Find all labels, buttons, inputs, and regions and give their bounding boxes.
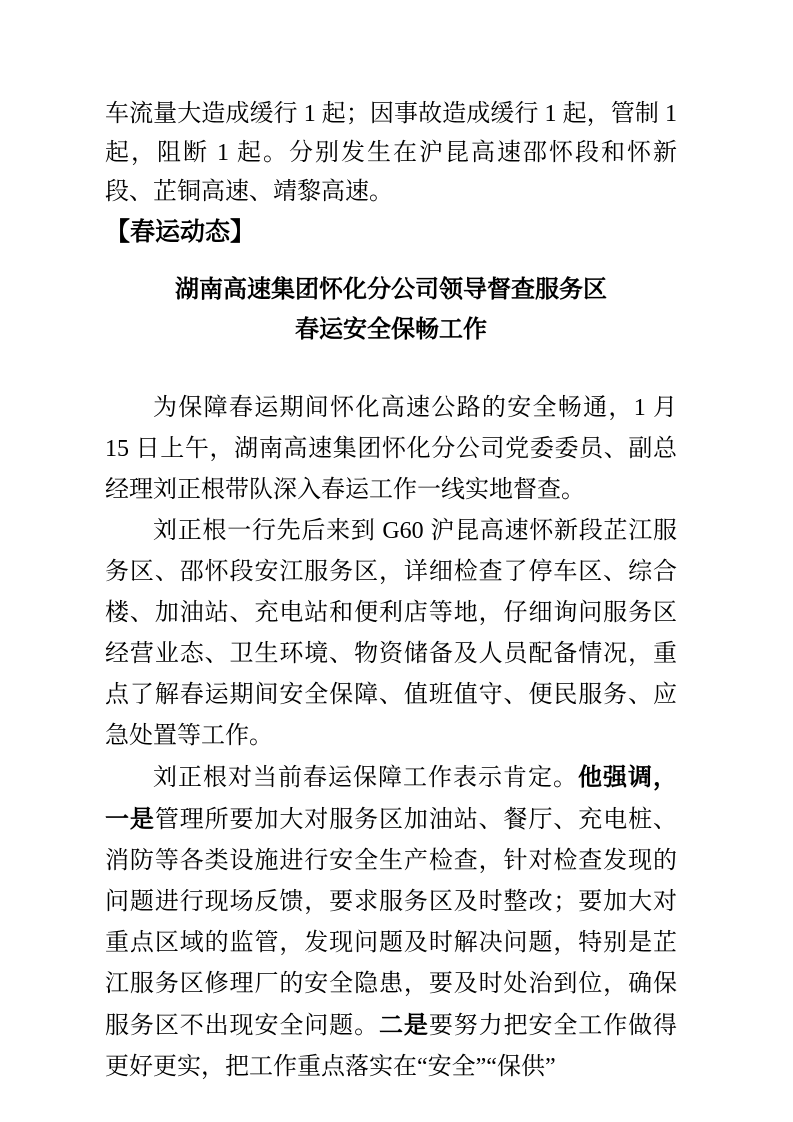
article-title: [105, 270, 677, 350]
paragraph3-bold-emphasis-1: 他强调，一是: [105, 764, 677, 833]
body-paragraph-1: 为保障春运期间怀化高速公路的安全畅通，1 月 15 日上午，湖南高速集团怀化分公司党委委员、副总经理刘正根带队深入春运工作一线实地督查。: [105, 395, 677, 503]
body-paragraph-3: [105, 757, 677, 1088]
article-title-line1: 湖南高速集团怀化分公司领导督查服务区: [175, 276, 607, 303]
paragraph3-bold-emphasis-2: 二是: [379, 1012, 429, 1039]
article-title-line2: 春运安全保畅工作: [295, 316, 487, 343]
paragraph3-segment-3: 管理所要加大对服务区加油站、餐厅、充电桩、消防等各类设施进行安全生产检查，针对检查发现的问题进行现场反馈，要求服务区及时整改；要加大对重点区域的监管，发现问题及时解决问题，特别是芷江服务区修理厂的安全隐患，要及时处治到位，确保服务区不出现安全问题。: [105, 807, 678, 1039]
continuation-paragraph: 车流量大造成缓行 1 起；因事故造成缓行 1 起，管制 1 起，阻断 1 起。分别发生在沪昆高速邵怀段和怀新段、芷铜高速、靖黎高速。: [105, 101, 677, 205]
body-paragraph-2: 刘正根一行先后来到 G60 沪昆高速怀新段芷江服务区、邵怀段安江服务区，详细检查了停车区、综合楼、加油站、充电站和便利店等地，仔细询问服务区经营业态、卫生环境、物资储备及人员配备情况，重点了解春运期间安全保障、值班值守、便民服务、应急处置等工作。: [105, 518, 677, 749]
paragraph3-segment-5: 要努力把安全工作做得更好更实，把工作重点落实在“安全”“保供”: [105, 1013, 678, 1080]
paragraph3-segment-1: 刘正根对当前春运保障工作表示肯定。: [153, 765, 578, 791]
section-header: 【春运动态】: [105, 218, 256, 246]
